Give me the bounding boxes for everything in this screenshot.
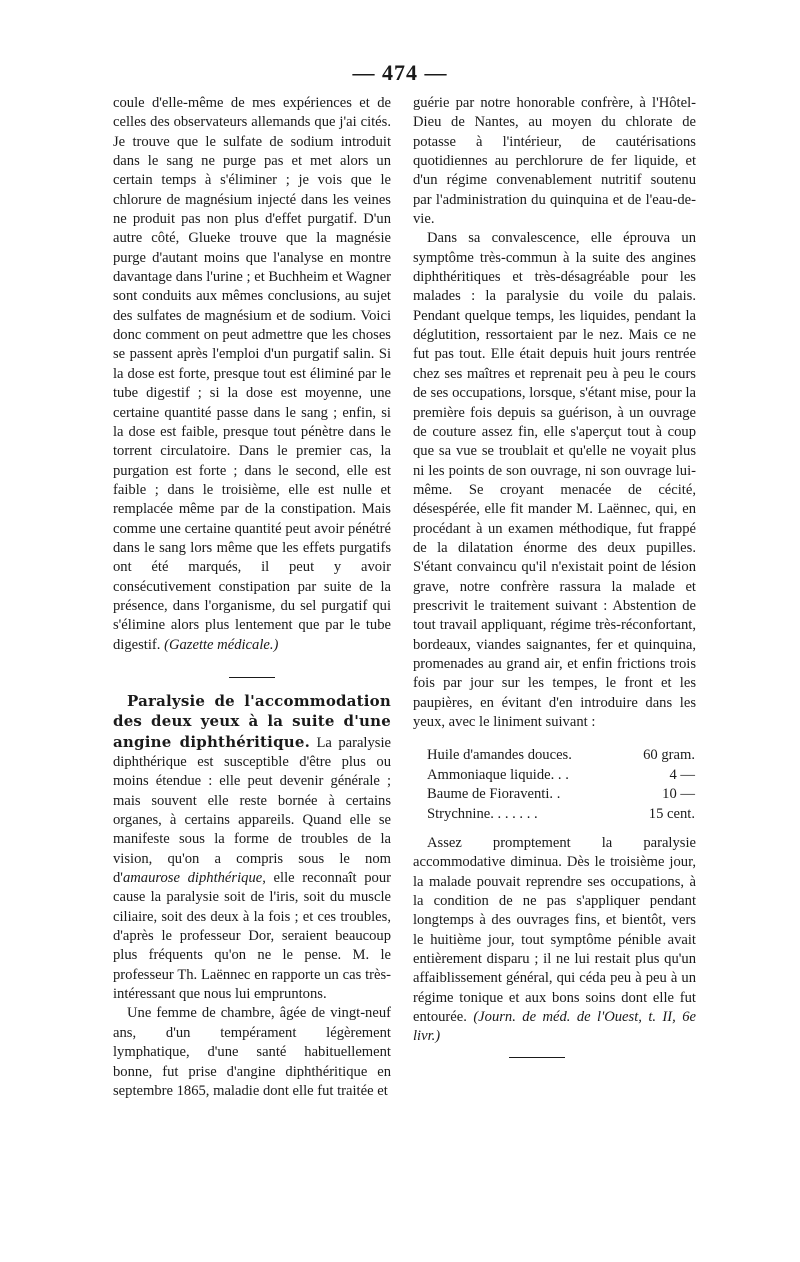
ingredient-quantity: 15 cent. — [648, 805, 695, 822]
ingredient-name: Huile d'amandes douces. — [427, 747, 572, 764]
paragraph: Dans sa convalescence, elle éprouva un symptôme très-commun à la suite des angines diphthéritiques et très-désagréable pour les malades : la paralysie du voile du palais. Pendant quelque temps, les liquides, pendant la déglutition, ressortaient par le nez. Mais ce ne fut pas tout. Elle était depuis huit jours rentrée chez ses maîtres et reprenait peu à peu le cours de ses occupations, lorsque, s'étant mise, pour la première fois depuis sa guérison, à un ouvrage de couture assez fin, elle s'aperçut tout à coup que sa vue se troublait et qu'elle ne voyait plus ni les points de son ouvrage, ni son ouvrage lui-même. Se croyant menacée de cécité, désespérée, elle fit mander M. Laënnec, qui, en procédant à un examen méthodique, fut frappé de la dilatation énorme des deux pupilles. S'étant convaincu qu'il n'existait point de lésion grave, notre confrère rassura la malade et prescrivit le traitement suivant : Abstention de tout travail appliquant, régime très-réconfortant, bordeaux, viandes saignantes, fer et quinquina, promenades au grand air, et enfin frictions trois fois par jour sur les tempes, le front et les paupières, en évitant d'en introduire dans les yeux, avec le liniment suivant : — [413, 230, 696, 730]
paragraph — [413, 834, 696, 1047]
paragraph-text: , elle reconnaît pour cause la paralysie soit de l'iris, soit du muscle ciliaire, soit des deux à la fois ; et ces troubles, d'après le professeur Dor, seraient beaucoup plus fréquents qu'on ne le pense. M. le professeur Th. Laënnec en rapporte un cas très-intéressant que nous lui empruntons. — [113, 870, 392, 1003]
end-rule — [509, 1057, 565, 1058]
ingredient-quantity: 60 gram. — [643, 747, 695, 764]
emphasized-term: amaurose diphthérique — [122, 870, 263, 887]
left-column — [113, 94, 391, 1101]
paragraph — [113, 94, 391, 655]
right-column — [413, 94, 696, 1058]
formula-row — [427, 785, 695, 804]
ingredient-quantity: 10 — — [662, 786, 695, 803]
article-heading: Paralysie de l'accommodation des deux yeux à la suite d'une angine diphthéritique. — [113, 691, 391, 751]
section-divider — [229, 677, 275, 678]
paragraph: guérie par notre honorable confrère, à l'Hôtel-Dieu de Nantes, au moyen du chlorate de potasse à l'intérieur, de cautérisations quotidiennes au perchlorure de fer liquide, et d'un régime convenablement nutritif soutenu par l'administration du quinquina et de l'eau-de-vie. — [413, 95, 696, 228]
ingredient-quantity: 4 — — [669, 766, 695, 783]
ingredient-name: Strychnine. . . . . . . — [427, 805, 538, 822]
formula-row — [427, 766, 695, 785]
formula-row — [427, 805, 695, 824]
source-citation: (Journ. de méd. de l'Ouest, t. II, 6e livr.) — [413, 1009, 696, 1045]
paragraph-text: La paralysie diphthérique est susceptible d'être plus ou moins étendue : elle peut devenir générale ; mais souvent elle reste bornée à certains organes, à certains appareils. Quand elle se manifeste sous la forme de troubles de la vision, qu'on a compris sous le nom d' — [113, 734, 391, 887]
paragraph-text: Assez promptement la paralysie accommodative diminua. Dès le troisième jour, la malade pouvait reprendre ses occupations, à la condition de ne pas s'appliquer pendant longtemps à des ouvrages fins, et bientôt, vers le huitième jour, tout symptôme pénible avait entièrement disparu ; il ne lui restait plus qu'un affaiblissement général, qui céda peu à peu à un régime tonique et aux bons soins dont elle fut entourée. — [413, 834, 696, 1026]
source-citation: (Gazette médicale.) — [164, 636, 279, 653]
paragraph — [113, 692, 391, 1005]
ingredient-name: Baume de Fioraventi. . — [427, 786, 561, 803]
prescription-formula — [427, 746, 695, 824]
ingredient-name: Ammoniaque liquide. . . — [427, 766, 569, 783]
paragraph-text: coule d'elle-même de mes expériences et de celles des observateurs allemands que j'ai cités. Je trouve que le sulfate de sodium introduit dans le sang ne purge pas et met alors un certain temps à s'éliminer ; je vois que le chlorure de magnésium injecté dans les veines ne produit pas non plus d'effet purgatif. D'un autre côté, Glueke trouve que la magnésie purge d'autant moins que l'analyse en montre davantage dans l'urine ; et Buchheim et Wagner sont conduits aux mêmes conclusions, au sujet des sulfates de magnésium et de sodium. Voici donc comment on peut admettre que les choses se passent après l'emploi d'un purgatif salin. Si la dose est forte, presque tout est éliminé par le tube digestif ; si la dose est moyenne, une certaine quantité passe dans le sang ; enfin, si la dose est faible, presque tout pénètre dans le torrent circulatoire. Dans le premier cas, la purgation est forte ; dans le second, elle est faible ; dans le troisième, elle est nulle et remplacée même par de la constipation. Mais comme une certaine quantité peut avoir pénétré dans le sang lors même que les effets purgatifs ont été marqués, il peut y avoir consécutivement constipation par suite de la présence, dans l'organisme, du sel purgatif qui s'élimine alors plus lentement que par le tube digestif. — [113, 95, 391, 653]
paragraph: Une femme de chambre, âgée de vingt-neuf ans, d'un tempérament légèrement lymphatique, d'une santé habituellement bonne, fut prise d'angine diphthéritique en septembre 1865, maladie dont elle fut traitée et — [113, 1005, 391, 1099]
page-number: — 474 — — [352, 60, 448, 85]
formula-row — [427, 746, 695, 765]
